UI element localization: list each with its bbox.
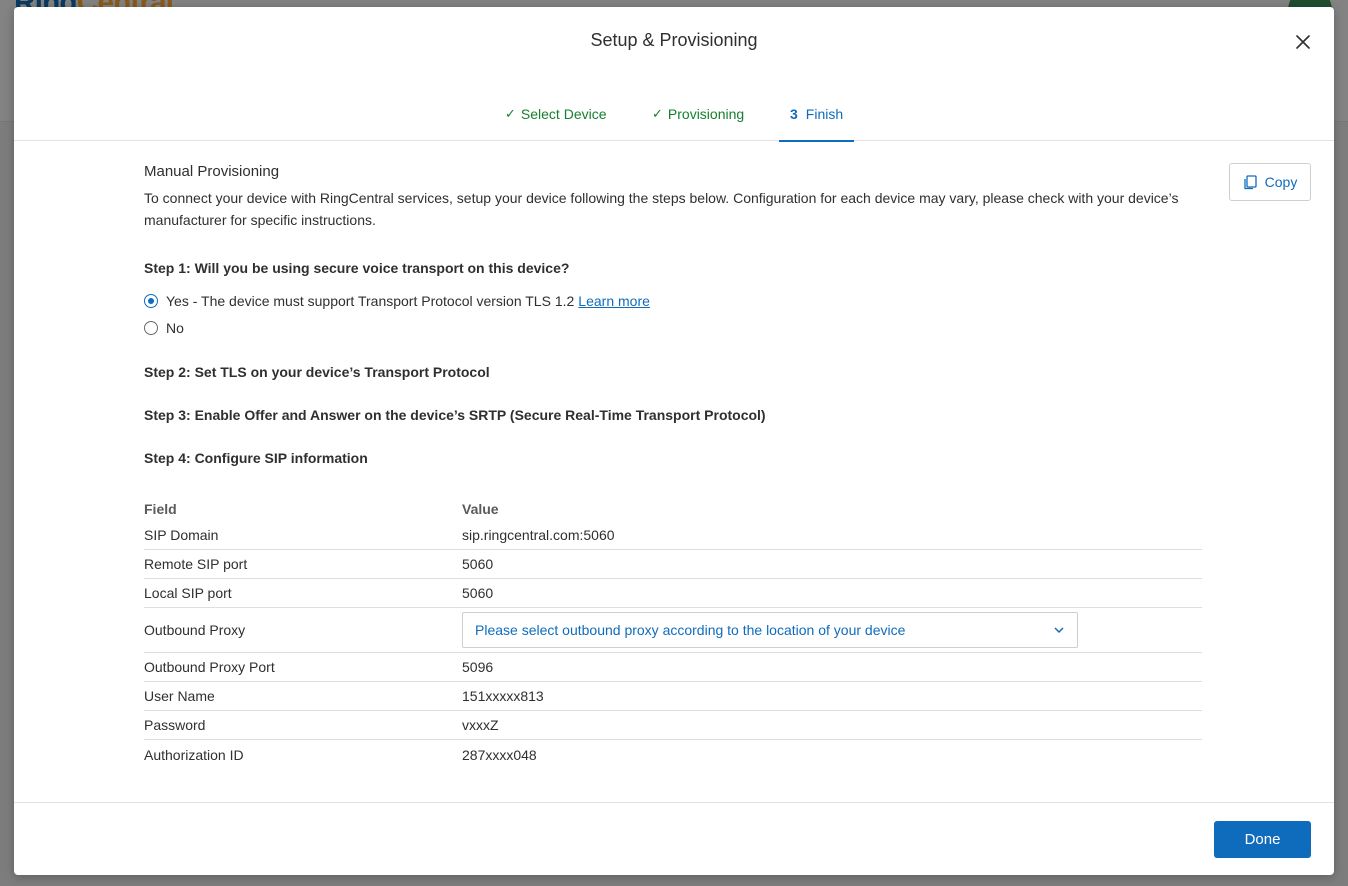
radio-no-label: No (166, 320, 184, 336)
check-icon: ✓ (505, 106, 516, 121)
field-outbound-proxy-port: Outbound Proxy Port (144, 659, 275, 675)
table-header (144, 497, 1202, 521)
check-icon: ✓ (652, 106, 663, 121)
table-row (144, 740, 1202, 769)
outbound-proxy-placeholder: Please select outbound proxy according to the location of your device (475, 622, 906, 638)
step2-heading: Step 2: Set TLS on your device’s Transport Protocol (144, 364, 490, 380)
section-title: Manual Provisioning (144, 163, 280, 180)
table-row (144, 608, 1202, 653)
step4-heading: Step 4: Configure SIP information (144, 450, 368, 466)
field-password: Password (144, 717, 206, 733)
field-user-name: User Name (144, 688, 215, 704)
step-select-device[interactable] (505, 87, 607, 141)
radio-option-yes[interactable] (144, 293, 650, 309)
table-row (144, 653, 1202, 682)
value-remote-sip-port: 5060 (462, 556, 494, 572)
progress-stepper (14, 87, 1334, 141)
copy-label: Copy (1264, 174, 1298, 190)
field-outbound-proxy: Outbound Proxy (144, 622, 246, 638)
close-icon (1296, 35, 1310, 49)
step-label: Provisioning (667, 106, 745, 122)
radio-option-no[interactable] (144, 320, 184, 336)
step-provisioning[interactable] (652, 87, 744, 141)
chevron-down-icon (1053, 626, 1065, 634)
radio-yes-label: Yes - The device must support Transport Protocol version TLS 1.2 (166, 293, 575, 309)
header-value: Value (462, 501, 499, 517)
value-authorization-id: 287xxxx048 (462, 746, 537, 763)
field-local-sip-port: Local SIP port (144, 585, 232, 601)
field-authorization-id: Authorization ID (144, 746, 244, 763)
step-number: 3 (790, 106, 798, 122)
copy-button[interactable] (1229, 163, 1311, 201)
step-label: Select Device (520, 106, 607, 122)
table-row (144, 711, 1202, 740)
value-sip-domain: sip.ringcentral.com:5060 (462, 527, 615, 543)
step3-heading: Step 3: Enable Offer and Answer on the device’s SRTP (Secure Real-Time Transport Protocol) (144, 407, 766, 423)
radio-no[interactable] (144, 321, 158, 335)
close-button[interactable] (1291, 30, 1315, 54)
step1-heading: Step 1: Will you be using secure voice transport on this device? (144, 260, 570, 276)
value-password: vxxxZ (462, 717, 499, 733)
table-row (144, 521, 1202, 550)
learn-more-link[interactable]: Learn more (578, 293, 650, 309)
value-outbound-proxy-port: 5096 (462, 659, 494, 675)
intro-text: To connect your device with RingCentral services, setup your device following the steps below. Configuration for each device may vary, please check with your device’s manufacturer for specific instructions. (144, 190, 1179, 228)
radio-yes[interactable] (144, 294, 158, 308)
outbound-proxy-select[interactable] (462, 612, 1078, 648)
setup-provisioning-dialog (14, 7, 1334, 875)
step-finish[interactable] (779, 87, 854, 141)
field-sip-domain: SIP Domain (144, 527, 219, 543)
field-remote-sip-port: Remote SIP port (144, 556, 248, 572)
copy-icon (1243, 175, 1257, 190)
value-outbound-proxy (462, 612, 1202, 648)
sip-info-table (144, 497, 1202, 769)
header-field: Field (144, 501, 177, 517)
table-row (144, 682, 1202, 711)
table-row (144, 579, 1202, 608)
dialog-footer (14, 802, 1334, 875)
dialog-title: Setup & Provisioning (590, 30, 758, 50)
value-local-sip-port: 5060 (462, 585, 494, 601)
value-user-name: 151xxxxx813 (462, 688, 544, 704)
done-button[interactable]: Done (1214, 821, 1311, 858)
table-row (144, 550, 1202, 579)
step-label: Finish (805, 106, 844, 122)
